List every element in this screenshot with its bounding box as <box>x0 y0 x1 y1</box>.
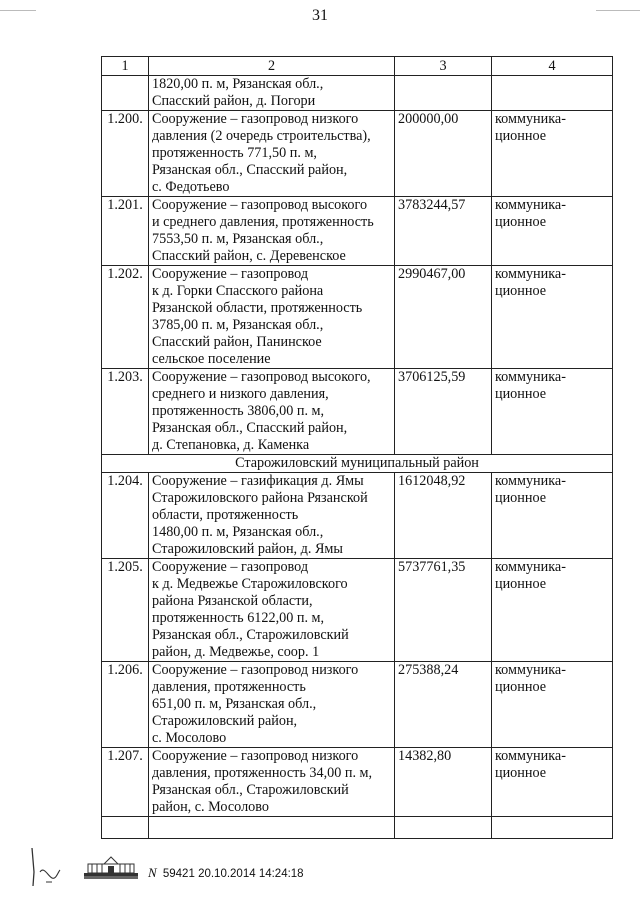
description-cell <box>149 473 395 559</box>
column-header: 2 <box>149 57 395 76</box>
table-row <box>102 559 613 662</box>
document-number: 59421 <box>162 868 195 880</box>
row-number-cell: 1.204. <box>102 473 149 559</box>
kind-cell <box>492 748 613 817</box>
description-line: Сооружение – газификация д. Ямы <box>152 473 364 489</box>
description-line: Спасский район, с. Деревенское <box>152 248 346 264</box>
continuation-row <box>102 76 613 111</box>
value-cell <box>395 76 492 111</box>
kind-line: коммуника- <box>495 266 566 282</box>
value-cell: 5737761,35 <box>395 559 492 662</box>
property-table <box>101 56 613 839</box>
row-number-cell: 1.202. <box>102 266 149 369</box>
kind-line: ционное <box>495 214 547 230</box>
description-line: 7553,50 п. м, Рязанская обл., <box>152 231 324 247</box>
description-line: Старожиловский район, д. Ямы <box>152 541 343 557</box>
row-number-cell: 1.205. <box>102 559 149 662</box>
empty-cell <box>395 817 492 839</box>
description-cell <box>149 197 395 266</box>
description-line: район, с. Мосолово <box>152 799 269 815</box>
description-line: протяженность 6122,00 п. м, <box>152 610 325 626</box>
description-cell <box>149 369 395 455</box>
kind-line: ционное <box>495 765 547 781</box>
row-number-cell: 1.203. <box>102 369 149 455</box>
description-line: Старожиловского района Рязанской <box>152 490 368 506</box>
description-line: 1820,00 п. м, Рязанская обл., <box>152 76 324 92</box>
description-line: д. Степановка, д. Каменка <box>152 437 310 453</box>
kind-line: коммуника- <box>495 662 566 678</box>
description-line: с. Мосолово <box>152 730 227 746</box>
table-row <box>102 748 613 817</box>
description-line: Рязанская обл., Старожиловский <box>152 627 349 643</box>
row-number-cell: 1.206. <box>102 662 149 748</box>
description-line: Спасский район, Панинское <box>152 334 322 350</box>
column-header: 1 <box>102 57 149 76</box>
row-number-cell: 1.201. <box>102 197 149 266</box>
description-cell <box>149 76 395 111</box>
description-line: Сооружение – газопровод высокого <box>152 197 368 213</box>
description-line: протяженность 3806,00 п. м, <box>152 403 325 419</box>
table-row <box>102 111 613 197</box>
section-row <box>102 455 613 473</box>
description-line: к д. Медвежье Старожиловского <box>152 576 348 592</box>
value-cell: 2990467,00 <box>395 266 492 369</box>
description-cell <box>149 111 395 197</box>
description-line: Рязанская обл., Старожиловский <box>152 782 349 798</box>
description-line: 1480,00 п. м, Рязанская обл., <box>152 524 324 540</box>
description-line: 3785,00 п. м, Рязанская обл., <box>152 317 324 333</box>
value-cell: 1612048,92 <box>395 473 492 559</box>
description-line: Сооружение – газопровод высокого, <box>152 369 371 385</box>
kind-line: коммуника- <box>495 748 566 764</box>
description-line: области, протяженность <box>152 507 299 523</box>
description-line: Спасский район, д. Погори <box>152 93 316 109</box>
description-cell <box>149 559 395 662</box>
table-row <box>102 369 613 455</box>
description-line: Рязанская обл., Спасский район, <box>152 420 348 436</box>
empty-cell <box>102 817 149 839</box>
table-row <box>102 197 613 266</box>
table-row <box>102 266 613 369</box>
table-row <box>102 473 613 559</box>
description-line: и среднего давления, протяженность <box>152 214 374 230</box>
description-line: сельское поселение <box>152 351 271 367</box>
section-title: Старожиловский муниципальный район <box>102 455 613 473</box>
value-cell: 3783244,57 <box>395 197 492 266</box>
kind-cell <box>492 662 613 748</box>
column-header: 3 <box>395 57 492 76</box>
description-line: района Рязанской области, <box>152 593 313 609</box>
empty-cell <box>149 817 395 839</box>
description-line: протяженность 771,50 п. м, <box>152 145 317 161</box>
document-mark: N <box>148 865 157 880</box>
description-line: Сооружение – газопровод низкого <box>152 111 359 127</box>
description-line: район, д. Медвежье, соор. 1 <box>152 644 320 660</box>
value-cell: 275388,24 <box>395 662 492 748</box>
kind-line: ционное <box>495 576 547 592</box>
page-number: 31 <box>312 7 328 24</box>
description-line: давления, протяженность <box>152 679 306 695</box>
kind-line: ционное <box>495 283 547 299</box>
document-stamp <box>148 865 304 881</box>
description-line: к д. Горки Спасского района <box>152 283 324 299</box>
kind-cell <box>492 76 613 111</box>
document-timestamp: 20.10.2014 14:24:18 <box>198 868 304 880</box>
description-line: давления (2 очередь строительства), <box>152 128 371 144</box>
description-cell <box>149 662 395 748</box>
kind-cell <box>492 559 613 662</box>
kind-line: коммуника- <box>495 369 566 385</box>
kind-line: коммуника- <box>495 473 566 489</box>
kind-line: ционное <box>495 386 547 402</box>
description-line: Старожиловский район, <box>152 713 298 729</box>
kind-cell <box>492 111 613 197</box>
description-line: Сооружение – газопровод низкого <box>152 662 359 678</box>
kind-line: коммуника- <box>495 559 566 575</box>
empty-cell <box>492 817 613 839</box>
header-row <box>102 57 613 76</box>
description-line: Рязанская обл., Спасский район, <box>152 162 348 178</box>
description-line: давления, протяженность 34,00 п. м, <box>152 765 373 781</box>
description-line: Рязанской области, протяженность <box>152 300 363 316</box>
row-number-cell: 1.207. <box>102 748 149 817</box>
column-header: 4 <box>492 57 613 76</box>
description-line: 651,00 п. м, Рязанская обл., <box>152 696 317 712</box>
description-line: среднего и низкого давления, <box>152 386 329 402</box>
kind-line: ционное <box>495 490 547 506</box>
kind-line: ционное <box>495 679 547 695</box>
empty-row <box>102 817 613 839</box>
kind-line: коммуника- <box>495 197 566 213</box>
building-logo-icon <box>82 855 140 879</box>
handwritten-mark <box>26 842 70 890</box>
kind-cell <box>492 473 613 559</box>
value-cell: 14382,80 <box>395 748 492 817</box>
value-cell: 3706125,59 <box>395 369 492 455</box>
kind-cell <box>492 369 613 455</box>
row-number-cell: 1.200. <box>102 111 149 197</box>
kind-line: коммуника- <box>495 111 566 127</box>
scan-edge-mark <box>0 10 36 11</box>
description-cell <box>149 748 395 817</box>
kind-cell <box>492 197 613 266</box>
description-cell <box>149 266 395 369</box>
description-line: с. Федотьево <box>152 179 230 195</box>
table-row <box>102 662 613 748</box>
kind-cell <box>492 266 613 369</box>
description-line: Сооружение – газопровод низкого <box>152 748 359 764</box>
description-line: Сооружение – газопровод <box>152 266 309 282</box>
scan-edge-mark <box>596 10 640 11</box>
description-line: Сооружение – газопровод <box>152 559 309 575</box>
value-cell: 200000,00 <box>395 111 492 197</box>
kind-line: ционное <box>495 128 547 144</box>
row-number-cell <box>102 76 149 111</box>
